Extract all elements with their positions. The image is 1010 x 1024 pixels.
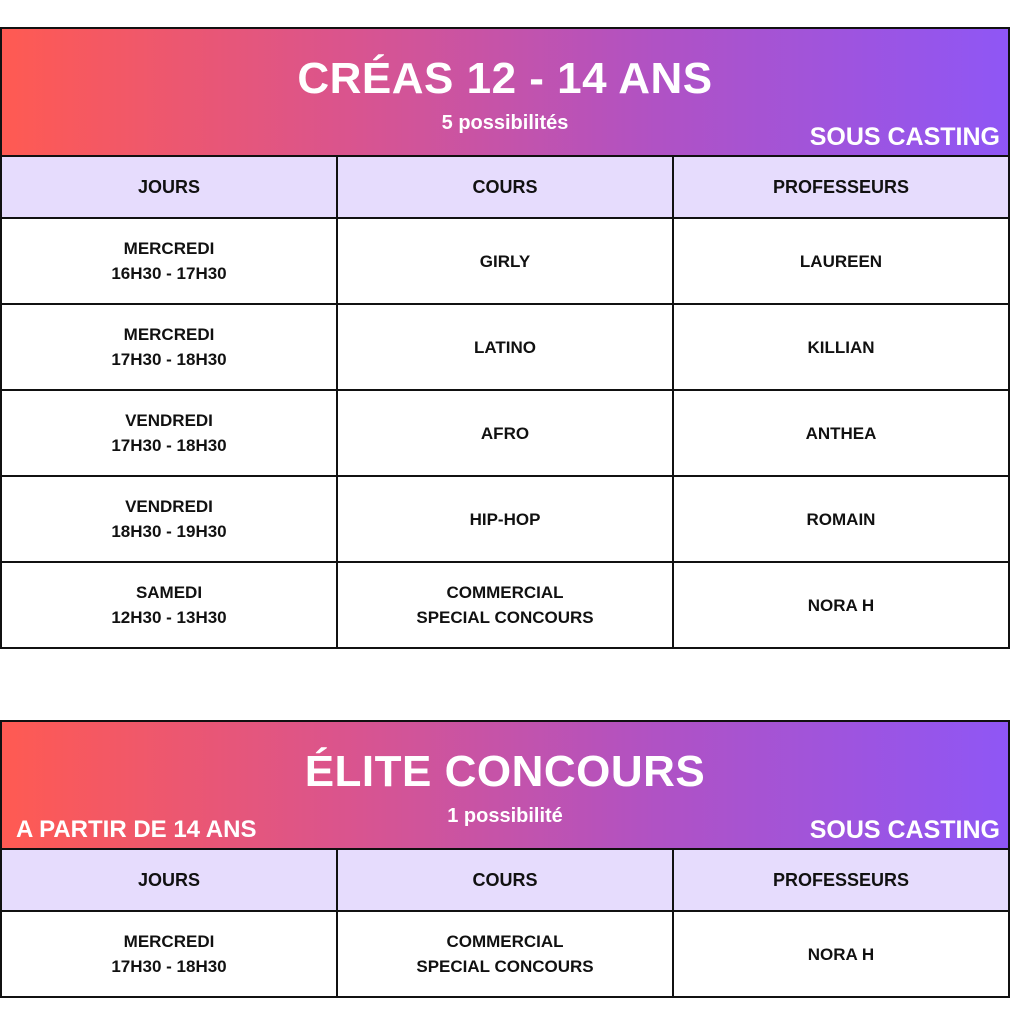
column-header-cours: COURS [337, 849, 673, 911]
day-label: MERCREDI [123, 239, 215, 258]
day-cell [1, 304, 337, 390]
block-title: CRÉAS 12 - 14 ANS [297, 54, 713, 103]
course-label: COMMERCIAL [446, 583, 564, 602]
time-label: 17H30 - 18H30 [111, 957, 227, 976]
schedule-block-creas [0, 27, 1010, 649]
block-title: ÉLITE CONCOURS [304, 747, 706, 796]
course-label: COMMERCIAL [446, 932, 564, 951]
course-sublabel: SPECIAL CONCOURS [416, 957, 594, 976]
column-header-cours: COURS [337, 156, 673, 218]
table-row [1, 218, 1009, 304]
course-cell [337, 476, 673, 562]
schedule-table [0, 155, 1010, 649]
teacher-cell: NORA H [673, 911, 1009, 997]
time-label: 17H30 - 18H30 [111, 350, 227, 369]
teacher-cell: NORA H [673, 562, 1009, 648]
day-cell [1, 218, 337, 304]
table-row [1, 390, 1009, 476]
day-cell [1, 390, 337, 476]
table-row [1, 562, 1009, 648]
day-cell [1, 476, 337, 562]
teacher-cell: LAUREEN [673, 218, 1009, 304]
day-label: MERCREDI [123, 932, 215, 951]
course-cell [337, 911, 673, 997]
course-label: HIP-HOP [469, 509, 541, 529]
course-cell [337, 218, 673, 304]
schedule-table [0, 848, 1010, 998]
course-label: LATINO [473, 337, 536, 357]
block-subtitle: 5 possibilités [441, 112, 569, 134]
day-label: SAMEDI [135, 583, 203, 602]
table-row [1, 911, 1009, 997]
course-cell [337, 304, 673, 390]
day-cell [1, 911, 337, 997]
block-banner [0, 720, 1010, 848]
schedule-block-elite [0, 720, 1010, 998]
course-cell [337, 390, 673, 476]
block-banner [0, 27, 1010, 155]
column-header-jours: JOURS [1, 156, 337, 218]
table-header-row [1, 156, 1009, 218]
casting-tag: SOUS CASTING [809, 816, 1000, 844]
teacher-cell: ROMAIN [673, 476, 1009, 562]
time-label: 18H30 - 19H30 [111, 522, 227, 541]
day-label: MERCREDI [123, 325, 215, 344]
day-cell [1, 562, 337, 648]
casting-tag: SOUS CASTING [809, 123, 1000, 151]
column-header-professeurs: PROFESSEURS [673, 156, 1009, 218]
day-label: VENDREDI [125, 497, 213, 516]
course-sublabel: SPECIAL CONCOURS [416, 608, 594, 627]
table-row [1, 476, 1009, 562]
time-label: 16H30 - 17H30 [111, 264, 227, 283]
course-label: GIRLY [479, 251, 531, 271]
age-tag: A PARTIR DE 14 ANS [16, 816, 257, 843]
course-cell [337, 562, 673, 648]
time-label: 17H30 - 18H30 [111, 436, 227, 455]
teacher-cell: ANTHEA [673, 390, 1009, 476]
column-header-jours: JOURS [1, 849, 337, 911]
column-header-professeurs: PROFESSEURS [673, 849, 1009, 911]
time-label: 12H30 - 13H30 [111, 608, 227, 627]
teacher-cell: KILLIAN [673, 304, 1009, 390]
table-row [1, 304, 1009, 390]
block-subtitle: 1 possibilité [447, 805, 563, 827]
day-label: VENDREDI [125, 411, 213, 430]
table-header-row [1, 849, 1009, 911]
course-label: AFRO [480, 423, 530, 443]
